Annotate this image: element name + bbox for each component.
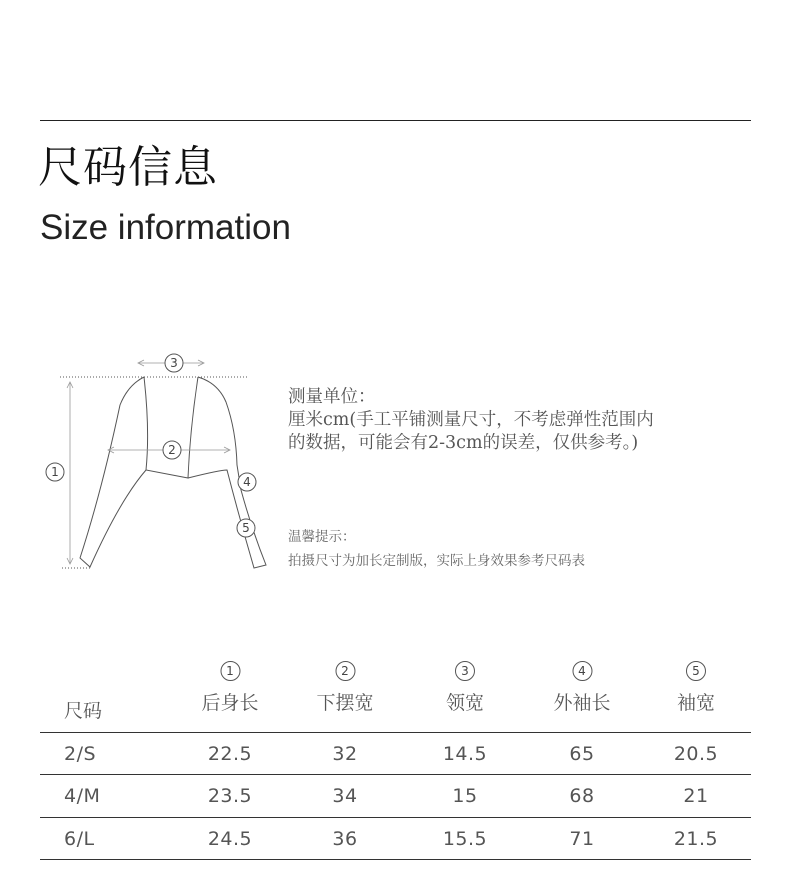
cell-back-length: 23.5 (207, 785, 253, 807)
measurement-note (288, 386, 758, 455)
page-title-cn: 尺码信息 (38, 142, 218, 193)
header-size: 尺码 (64, 700, 103, 722)
cell-neck-width: 14.5 (442, 743, 488, 765)
table-row (40, 817, 751, 860)
row-size: 6/L (64, 828, 95, 850)
header-label-5: 袖宽 (676, 692, 716, 714)
cell-back-length: 24.5 (207, 828, 253, 850)
header-label-1: 后身长 (201, 692, 259, 714)
cell-sleeve-width: 20.5 (673, 743, 719, 765)
marker-3-text: 3 (170, 356, 178, 370)
cell-hem-width: 34 (332, 785, 358, 807)
cell-sleeve-length: 65 (569, 743, 595, 765)
header-label-4: 外袖长 (553, 692, 611, 714)
page-title-en: Size information (40, 208, 291, 247)
cell-neck-width: 15 (452, 785, 478, 807)
header-label-3: 领宽 (445, 692, 485, 714)
tips-text: 拍摄尺寸为加长定制版，实际上身效果参考尺码表 (288, 553, 585, 569)
header-label-2: 下摆宽 (316, 692, 374, 714)
cell-sleeve-length: 68 (569, 785, 595, 807)
garment-diagram (40, 350, 280, 580)
header-num-5: 5 (686, 661, 706, 681)
cell-back-length: 22.5 (207, 743, 253, 765)
header-sleeve-width (677, 660, 715, 715)
header-num-1: 1 (220, 661, 240, 681)
cell-hem-width: 32 (332, 743, 358, 765)
table-row (40, 732, 751, 775)
tips-note (288, 525, 585, 573)
size-table-header (40, 660, 751, 730)
marker-5-text: 5 (242, 521, 250, 535)
measurement-line-1: 厘米cm(手工平铺测量尺寸，不考虑弹性范围内 (288, 410, 654, 430)
tips-label: 温馨提示： (288, 529, 356, 545)
cell-sleeve-length: 71 (569, 828, 595, 850)
header-num-2: 2 (335, 661, 355, 681)
header-sleeve-length (553, 660, 610, 715)
row-size: 2/S (64, 743, 97, 765)
header-num-3: 3 (455, 661, 475, 681)
header-num-4: 4 (572, 661, 592, 681)
row-size: 4/M (64, 785, 101, 807)
marker-4-text: 4 (243, 475, 251, 489)
cell-sleeve-width: 21 (683, 785, 709, 807)
top-divider (40, 120, 751, 121)
header-neck-width (446, 660, 484, 715)
measurement-line-2: 的数据，可能会有2-3cm的误差，仅供参考。) (288, 433, 639, 453)
header-back-length (201, 660, 258, 715)
cell-hem-width: 36 (332, 828, 358, 850)
measurement-label: 测量单位： (288, 387, 376, 407)
table-bottom-rule (40, 859, 751, 860)
marker-1-text: 1 (51, 465, 59, 479)
header-hem-width (316, 660, 373, 715)
marker-2-text: 2 (168, 443, 176, 457)
cell-neck-width: 15.5 (442, 828, 488, 850)
table-row (40, 774, 751, 817)
cell-sleeve-width: 21.5 (673, 828, 719, 850)
